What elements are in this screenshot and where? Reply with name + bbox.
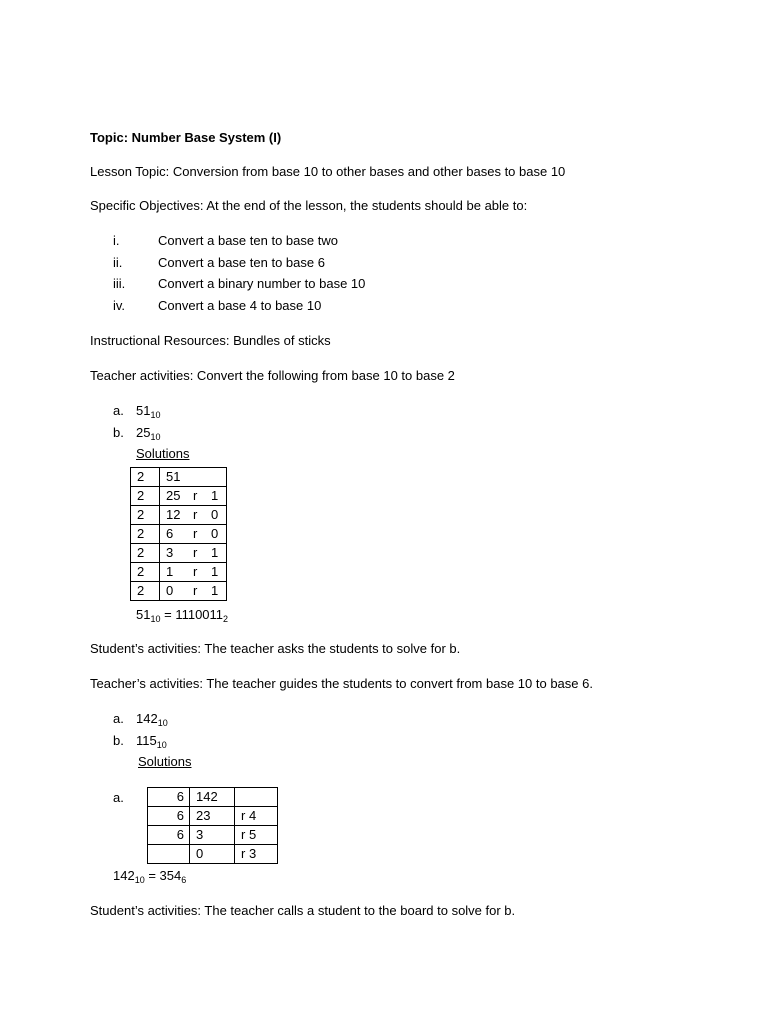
table-row — [148, 788, 278, 807]
objective-num: i. — [113, 233, 120, 248]
table-row — [148, 807, 278, 826]
objective-num: iii. — [113, 276, 126, 291]
objective-text: Convert a base 4 to base 10 — [158, 298, 322, 313]
table-row — [131, 468, 227, 487]
divisor-cell: 2 — [131, 563, 160, 582]
objective-num: iv. — [113, 298, 126, 313]
table-row — [131, 525, 227, 544]
quotient-cell: 25 r 1 — [160, 487, 227, 506]
divisor-cell: 2 — [131, 544, 160, 563]
base6-division-table — [147, 787, 278, 864]
teacher-activities-2: Teacher’s activities: The teacher guides the students to convert from base 10 to base 6. — [90, 676, 593, 691]
binary-division-table — [130, 467, 227, 601]
quotient-cell: 0 r 1 — [160, 582, 227, 601]
table-row — [131, 487, 227, 506]
quotient-cell: 51 — [160, 468, 227, 487]
exercise-label: b. — [113, 425, 124, 440]
remainder-cell: r 3 — [235, 845, 278, 864]
divisor-cell: 2 — [131, 506, 160, 525]
divisor-cell: 2 — [131, 582, 160, 601]
quotient-cell: 3 r 1 — [160, 544, 227, 563]
quotient-cell: 12 r 0 — [160, 506, 227, 525]
table-label: a. — [113, 790, 124, 805]
quotient-cell: 0 — [190, 845, 235, 864]
table-row — [131, 544, 227, 563]
table-row — [148, 826, 278, 845]
teacher-activities-1: Teacher activities: Convert the following from base 10 to base 2 — [90, 368, 455, 383]
exercise-number: $142_{10}$ — [136, 711, 168, 728]
result-binary: $51_{10} = 1110011_2$ — [136, 607, 229, 624]
divisor-cell — [148, 845, 190, 864]
student-activities-1: Student’s activities: The teacher asks the students to solve for b. — [90, 641, 461, 656]
exercise-label: a. — [113, 403, 124, 418]
quotient-cell: 6 r 0 — [160, 525, 227, 544]
exercise-number: $115_{10}$ — [136, 733, 167, 750]
divisor-cell: 6 — [148, 788, 190, 807]
objectives-intro: Specific Objectives: At the end of the lesson, the students should be able to: — [90, 198, 528, 213]
objective-text: Convert a binary number to base 10 — [158, 276, 366, 291]
divisor-cell: 2 — [131, 525, 160, 544]
remainder-cell: r 5 — [235, 826, 278, 845]
quotient-cell: 142 — [190, 788, 235, 807]
quotient-cell: 1 r 1 — [160, 563, 227, 582]
divisor-cell: 2 — [131, 487, 160, 506]
page-title: Topic: Number Base System (I) — [90, 130, 282, 145]
divisor-cell: 6 — [148, 826, 190, 845]
objective-num: ii. — [113, 255, 123, 270]
objective-text: Convert a base ten to base two — [158, 233, 338, 248]
lesson-topic: Lesson Topic: Conversion from base 10 to other bases and other bases to base 10 — [90, 164, 566, 179]
result-base6: $142_{10} = 354_6$ — [113, 868, 187, 885]
exercise-number: $51_{10}$ — [136, 403, 161, 420]
exercise-label: b. — [113, 733, 124, 748]
solutions-label: Solutions — [136, 446, 190, 461]
table-row — [148, 845, 278, 864]
quotient-cell: 3 — [190, 826, 235, 845]
divisor-cell: 6 — [148, 807, 190, 826]
divisor-cell: 2 — [131, 468, 160, 487]
table-row — [131, 506, 227, 525]
exercise-number: $25_{10}$ — [136, 425, 161, 442]
table-row — [131, 563, 227, 582]
remainder-cell — [235, 788, 278, 807]
solutions-label: Solutions — [138, 754, 192, 769]
objective-text: Convert a base ten to base 6 — [158, 255, 325, 270]
quotient-cell: 23 — [190, 807, 235, 826]
instructional-resources: Instructional Resources: Bundles of sticks — [90, 333, 331, 348]
remainder-cell: r 4 — [235, 807, 278, 826]
exercise-label: a. — [113, 711, 124, 726]
student-activities-2: Student’s activities: The teacher calls a student to the board to solve for b. — [90, 903, 516, 918]
table-row — [131, 582, 227, 601]
